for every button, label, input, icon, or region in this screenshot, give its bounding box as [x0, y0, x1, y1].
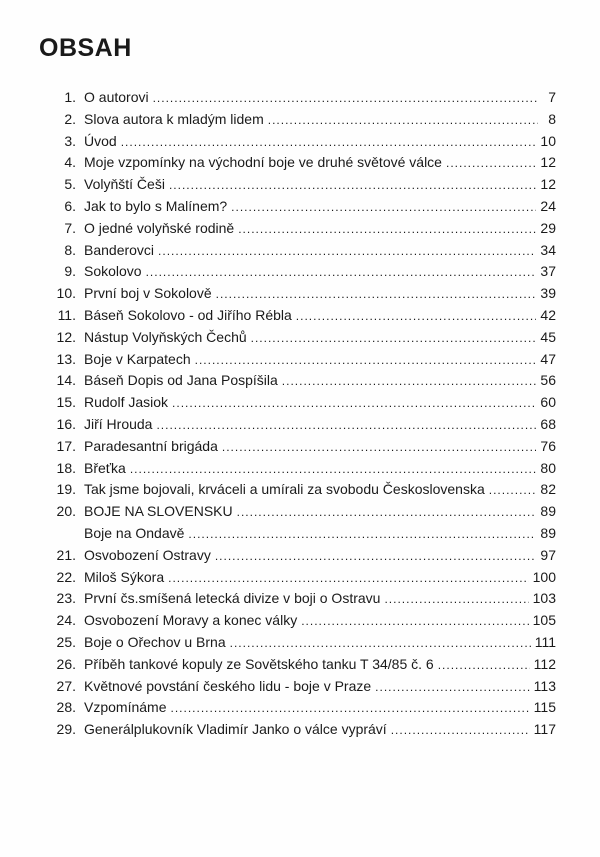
- dot-leader: [172, 396, 536, 410]
- entry-title: Osvobození Ostravy: [84, 546, 211, 563]
- page-title: OBSAH: [39, 34, 132, 62]
- dot-leader: [188, 527, 536, 541]
- toc-entry: [40, 394, 556, 416]
- dot-leader: [215, 549, 537, 563]
- entry-page: 56: [540, 372, 556, 389]
- dot-leader: [130, 462, 537, 476]
- toc-entry: [40, 351, 556, 373]
- entry-page: 112: [533, 655, 556, 672]
- toc-entry: [40, 612, 556, 634]
- entry-page: 60: [540, 394, 556, 411]
- entry-page: 47: [540, 350, 556, 367]
- toc-entry: [40, 176, 556, 198]
- dot-leader: [438, 658, 530, 672]
- entry-title: Boje o Ořechov u Brna: [84, 633, 226, 650]
- dot-leader: [489, 483, 537, 497]
- toc-entry: [40, 111, 556, 133]
- entry-title: Miloš Sýkora: [84, 568, 165, 585]
- dot-leader: [375, 680, 530, 694]
- dot-leader: [391, 723, 530, 737]
- entry-title: Rudolf Jasiok: [84, 394, 169, 411]
- entry-title: První čs.smíšená letecká divize v boji o Ostravu: [84, 590, 381, 607]
- entry-number: 27.: [56, 677, 76, 694]
- toc-entry: [40, 329, 556, 351]
- entry-page: 115: [533, 699, 556, 716]
- toc-entry: [40, 89, 556, 111]
- entry-page: 82: [540, 481, 556, 498]
- toc-entry: [40, 460, 556, 482]
- entry-number: 8.: [64, 241, 76, 258]
- entry-title: Tak jsme bojovali, krváceli a umírali za svobodu Československa: [84, 481, 485, 498]
- entry-page: 37: [540, 263, 556, 280]
- dot-leader: [216, 287, 537, 301]
- toc-entry: [40, 656, 556, 678]
- entry-title: Slova autora k mladým lidem: [84, 110, 264, 127]
- dot-leader: [384, 592, 528, 606]
- entry-number: 26.: [56, 655, 76, 672]
- dot-leader: [121, 135, 537, 149]
- entry-page: 24: [540, 197, 556, 214]
- toc-entry: [40, 198, 556, 220]
- entry-number: 22.: [56, 568, 76, 585]
- entry-number: 10.: [56, 285, 76, 302]
- dot-leader: [231, 200, 536, 214]
- toc-entry: [40, 242, 556, 264]
- entry-number: 20.: [56, 503, 76, 520]
- entry-number: 25.: [56, 633, 76, 650]
- entry-page: 45: [540, 328, 556, 345]
- toc-entry: [40, 678, 556, 700]
- toc-entry: [40, 721, 556, 743]
- entry-title: Banderovci: [84, 241, 155, 258]
- entry-title: Osvobození Moravy a konec války: [84, 612, 298, 629]
- entry-title: O jedné volyňské rodině: [84, 219, 235, 236]
- toc-entry: [40, 503, 556, 525]
- entry-page: 100: [532, 568, 556, 585]
- dot-leader: [301, 614, 528, 628]
- toc-entry: [40, 285, 556, 307]
- entry-title: Břeťka: [84, 459, 126, 476]
- entry-page: 103: [532, 590, 556, 607]
- entry-page: 39: [540, 285, 556, 302]
- table-of-contents: [40, 89, 556, 743]
- dot-leader: [268, 113, 538, 127]
- dot-leader: [222, 440, 537, 454]
- entry-page: 29: [540, 219, 556, 236]
- entry-page: 12: [540, 154, 556, 171]
- dot-leader: [195, 353, 537, 367]
- entry-number: 19.: [56, 481, 76, 498]
- entry-title: Sokolovo: [84, 263, 142, 280]
- toc-entry: [40, 569, 556, 591]
- dot-leader: [168, 571, 529, 585]
- entry-page: 68: [540, 415, 556, 432]
- entry-title: Úvod: [84, 132, 117, 149]
- entry-title: Nástup Volyňských Čechů: [84, 328, 247, 345]
- dot-leader: [296, 309, 537, 323]
- entry-title: Květnové povstání českého lidu - boje v Praze: [84, 677, 372, 694]
- entry-page: 42: [540, 306, 556, 323]
- entry-title: Příběh tankové kopuly ze Sovětského tanku T 34/85 č. 6: [84, 655, 434, 672]
- entry-title: Báseň Sokolovo - od Jiřího Rébla: [84, 306, 292, 323]
- entry-page: 10: [540, 132, 556, 149]
- entry-page: 7: [548, 89, 556, 105]
- toc-entry: [40, 438, 556, 460]
- entry-page: 89: [540, 503, 556, 520]
- dot-leader: [153, 91, 538, 105]
- entry-title: O autorovi: [84, 89, 149, 105]
- toc-entry: [40, 154, 556, 176]
- entry-title: Boje v Karpatech: [84, 350, 191, 367]
- entry-number: 5.: [64, 176, 76, 193]
- toc-entry: [40, 547, 556, 569]
- entry-number: 18.: [56, 459, 76, 476]
- toc-entry: [40, 699, 556, 721]
- entry-number: 17.: [56, 437, 76, 454]
- toc-entry: [40, 220, 556, 242]
- entry-number: 15.: [56, 394, 76, 411]
- entry-page: 76: [540, 437, 556, 454]
- entry-number: 3.: [64, 132, 76, 149]
- entry-title: Boje na Ondavě: [84, 524, 185, 541]
- dot-leader: [156, 418, 536, 432]
- toc-entry: [40, 481, 556, 503]
- entry-page: 105: [532, 612, 556, 629]
- entry-number: 11.: [57, 306, 76, 323]
- entry-number: 28.: [56, 699, 76, 716]
- dot-leader: [158, 244, 536, 258]
- entry-number: 7.: [64, 219, 76, 236]
- dot-leader: [146, 265, 537, 279]
- entry-number: 24.: [56, 612, 76, 629]
- entry-title: Generálplukovník Vladimír Janko o válce vypráví: [84, 721, 387, 738]
- entry-page: 80: [540, 459, 556, 476]
- entry-number: 13.: [56, 350, 76, 367]
- toc-entry: [40, 133, 556, 155]
- entry-number: 2.: [64, 110, 76, 127]
- entry-number: 12.: [56, 328, 76, 345]
- toc-entry: [40, 525, 556, 547]
- entry-number: 6.: [64, 197, 76, 214]
- dot-leader: [169, 178, 536, 192]
- entry-page: 97: [540, 546, 556, 563]
- dot-leader: [238, 222, 536, 236]
- entry-number: 16.: [56, 415, 76, 432]
- entry-number: 14.: [56, 372, 76, 389]
- entry-page: 113: [533, 677, 556, 694]
- dot-leader: [282, 374, 537, 388]
- entry-title: Paradesantní brigáda: [84, 437, 218, 454]
- entry-title: Jak to bylo s Malínem?: [84, 197, 228, 214]
- entry-title: První boj v Sokolově: [84, 285, 212, 302]
- entry-number: 4.: [64, 154, 76, 171]
- entry-title: BOJE NA SLOVENSKU: [84, 503, 233, 520]
- entry-title: Vzpomínáme: [84, 699, 167, 716]
- entry-number: 23.: [56, 590, 76, 607]
- entry-number: 1.: [64, 89, 76, 105]
- entry-title: Jiří Hrouda: [84, 415, 153, 432]
- dot-leader: [251, 331, 537, 345]
- entry-page: 34: [540, 241, 556, 258]
- toc-entry: [40, 590, 556, 612]
- entry-page: 12: [540, 176, 556, 193]
- entry-title: Volyňští Češi: [84, 176, 165, 193]
- toc-entry: [40, 307, 556, 329]
- entry-page: 8: [548, 110, 556, 127]
- entry-page: 89: [540, 524, 556, 541]
- dot-leader: [237, 505, 537, 519]
- toc-entry: [40, 263, 556, 285]
- entry-page: 117: [533, 721, 556, 738]
- toc-entry: [40, 416, 556, 438]
- entry-number: 21.: [56, 546, 76, 563]
- toc-entry: [40, 634, 556, 656]
- entry-title: Báseň Dopis od Jana Pospíšila: [84, 372, 278, 389]
- dot-leader: [446, 156, 536, 170]
- entry-number: 29.: [56, 721, 76, 738]
- dot-leader: [170, 701, 529, 715]
- entry-title: Moje vzpomínky na východní boje ve druhé světové válce: [84, 154, 442, 171]
- toc-entry: [40, 372, 556, 394]
- dot-leader: [230, 636, 531, 650]
- entry-number: 9.: [64, 263, 76, 280]
- entry-page: 111: [534, 633, 556, 650]
